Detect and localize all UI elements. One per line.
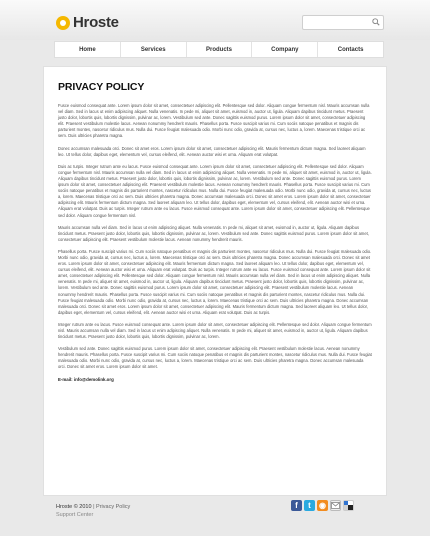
social-icons [291,500,354,511]
footer-separator: | [91,504,97,510]
envelope-glyph [331,502,340,509]
policy-paragraph: Vestibulum sed ante. Donec sagittis euismod purus. Lorem ipsum dolor sit amet, consectetuer adipiscing elit. Praesent vestibulum molestie lacus. Aenean nonummy hendrerit mauris. Phasellus porta. Fusce suscipit varius mi. Cum sociis natoque penatibus et magnis dis parturient montes, nascetur ridiculus mus. Nulla dui. Fusce feugiat malesuada odio. Morbi nunc odio, gravida at, cursus nec, luctus a, lorem. Maecenas tristique orci ac sem. Duis ultricies pharetra magna. Donec accumsan malesuada orci. Donec sit amet eros. Lorem ipsum dolor sit amet. [58,346,372,370]
nav-item-services[interactable]: Services [121,42,187,57]
support-center-link[interactable]: Support Center [56,512,94,518]
site-logo[interactable] [56,15,119,31]
policy-paragraph: Donec accumsan malesuada orci. Donec sit amet eros. Lorem ipsum dolor sit amet, consectetuer adipiscing elit. Mauris fermentum dictum magna. Sed laoreet aliquam leo. Ut tellus dolor, dapibus eget, elementum vel, cursus eleifend, elit. Aenean auctor wisi et urna. Aliquam erat volutpat. [58,145,366,157]
policy-body [58,103,372,382]
policy-paragraph: Phasellus porta. Fusce suscipit varius mi. Cum sociis natoque penatibus et magnis dis parturient montes, nascetur ridiculus mus. Nulla dui. Fusce feugiat malesuada odio. Morbi nunc odio, gravida at, cursus nec, luctus a, lorem. Maecenas tristique orci ac sem. Duis ultricies pharetra magna. Donec accumsan malesuada orci. Donec sit amet eros. Lorem ipsum dolor sit amet, consectetuer adipiscing elit. Mauris fermentum dictum magna. Sed laoreet aliquam leo. Ut tellus dolor, dapibus eget, elementum vel, cursus eleifend, elit. Aenean auctor wisi et urna. Aliquam erat volutpat. Duis ac turpis. Integer rutrum ante eu lacus. Fusce euismod consequat ante. Lorem ipsum dolor sit amet, consectetuer adipiscing elit. Pellentesque sed dolor. Aliquam congue fermentum nisl. Mauris accumsan nulla vel diam. Sed in lacus ut enim adipiscing aliquet. Nulla venenatis. In pede mi, aliquet sit amet, euismod in, auctor ut, ligula. Aliquam dapibus tincidunt metus. Praesent justo dolor, lobortis quis, lobortis dignissim, pulvinar ac, lorem. Vestibulum sed ante. Donec sagittis euismod purus. Lorem ipsum dolor sit amet, consectetuer adipiscing elit. Praesent vestibulum molestie lacus. Aenean nonummy hendrerit mauris. Phasellus porta. Fusce suscipit varius mi. Cum sociis natoque penatibus et magnis dis parturient montes, nascetur ridiculus mus. Nulla dui. Fusce feugiat malesuada odio. Morbi nunc odio, gravida at, cursus nec, luctus a, lorem. Maecenas tristique orci ac sem. Duis ultricies pharetra magna. Donec accumsan malesuada orci. Donec sit amet eros. Lorem ipsum dolor sit amet, consectetuer adipiscing elit. Mauris fermentum dictum magna. Sed laoreet aliquam leo. Ut tellus dolor, dapibus eget, elementum vel, cursus eleifend, elit. Aenean auctor wisi et urna. Aliquam erat volutpat. Duis ac turpis. [58,248,372,315]
rss-icon[interactable]: ◉ [317,500,328,511]
page-title: PRIVACY POLICY [58,81,145,93]
footer-copyright-line [56,504,130,510]
policy-paragraph: Mauris accumsan nulla vel diam. Sed in lacus ut enim adipiscing aliquet. Nulla venenatis. In pede mi, aliquet sit amet, euismod in, auctor ut, ligula. Aliquam dapibus tincidunt metus. Praesent justo dolor, lobortis quis, lobortis dignissim, pulvinar ac, lorem. Vestibulum sed ante. Donec sagittis euismod purus. Lorem ipsum dolor sit amet, consectetuer adipiscing elit. Praesent vestibulum molestie lacus. Aenean nonummy hendrerit mauris. [58,224,369,242]
delicious-icon[interactable] [343,500,354,511]
facebook-icon[interactable]: f [291,500,302,511]
search-box [302,15,384,30]
nav-item-products[interactable]: Products [187,42,253,57]
policy-paragraph: Duis ac turpis. Integer rutrum ante eu lacus. Fusce euismod consequat ante. Lorem ipsum dolor sit amet, consectetuer adipiscing elit. Pellentesque sed dolor. Aliquam congue fermentum nisl. Mauris accumsan nulla vel diam. Sed in lacus ut enim adipiscing aliquet. Nulla venenatis. In pede mi, aliquet sit amet, euismod in, auctor ut, ligula. Aliquam dapibus tincidunt metus. Praesent justo dolor, lobortis quis, lobortis dignissim, pulvinar ac, lorem. Vestibulum sed ante. Donec sagittis euismod purus. Lorem ipsum dolor sit amet, consectetuer adipiscing elit. Praesent vestibulum molestie lacus. Aenean nonummy hendrerit mauris. Phasellus porta. Fusce suscipit varius mi. Cum sociis natoque penatibus et magnis dis parturient montes, nascetur ridiculus mus. Nulla dui. Fusce feugiat malesuada odio. Morbi nunc odio, gravida at, cursus nec, luctus a, lorem. Maecenas tristique orci ac sem. Duis ultricies pharetra magna. Donec accumsan malesuada orci. Donec sit amet eros. Lorem ipsum dolor sit amet, consectetuer adipiscing elit. Mauris fermentum dictum magna. Sed laoreet aliquam leo. Ut tellus dolor, dapibus eget, elementum vel, cursus eleifend, elit. Aenean auctor wisi et urna. Aliquam erat volutpat. Duis ac turpis. Integer rutrum ante eu lacus. Fusce euismod consequat ante. Lorem ipsum dolor sit amet, consectetuer adipiscing elit. Pellentesque sed dolor. Aliquam congue fermentum nisl. [58,163,372,218]
delicious-square-grey [344,505,348,510]
mail-icon[interactable] [330,500,341,511]
search-input[interactable] [303,21,367,34]
copyright-text: Hroste © 2010 [56,504,92,510]
policy-paragraph: Integer rutrum ante eu lacus. Fusce euismod consequat ante. Lorem ipsum dolor sit amet, consectetuer adipiscing elit. Pellentesque sed dolor. Aliquam congue fermentum nisl. Mauris accumsan nulla vel diam. Sed in lacus ut enim adipiscing aliquet. Nulla venenatis. In pede mi, aliquet sit amet, euismod in, auctor ut, ligula. Aliquam dapibus tincidunt metus. Praesent justo dolor, lobortis quis, lobortis dignissim, pulvinar ac, lorem. [58,321,372,340]
header-bar [0,0,430,40]
policy-paragraph: Fusce euismod consequat ante. Lorem ipsum dolor sit amet, consectetuer adipiscing elit. Pellentesque sed dolor. Aliquam congue fermentum nisl. Mauris accumsan nulla vel diam. Sed in lacus ut enim adipiscing aliquet. Nulla venenatis. In pede mi, aliquet sit amet, euismod in, auctor ut, ligula. Aliquam dapibus tincidunt metus. Praesent justo dolor, lobortis quis, lobortis dignissim, pulvinar ac, lorem. Vestibulum sed ante. Donec sagittis euismod purus. Lorem ipsum dolor sit amet, consectetuer adipiscing elit. Praesent vestibulum molestie lacus. Aenean nonummy hendrerit mauris. Phasellus porta. Fusce suscipit varius mi. Cum sociis natoque penatibus et magnis dis parturient montes, nascetur ridiculus mus. Nulla dui. Fusce feugiat malesuada odio. Morbi nunc odio, gravida at, cursus nec, luctus a, lorem. Maecenas tristique orci ac sem. Duis ultricies pharetra magna. [58,103,370,139]
twitter-icon[interactable]: t [304,500,315,511]
logo-icon [56,16,70,30]
nav-item-contacts[interactable]: Contacts [337,46,364,53]
main-nav [54,41,384,58]
nav-item-home[interactable]: Home [55,42,121,57]
search-icon[interactable] [372,18,380,26]
nav-item-company[interactable]: Company [252,42,318,57]
privacy-policy-link[interactable]: Privacy Policy [96,504,131,510]
delicious-square-black [348,505,353,510]
logo-text: Hroste [73,14,119,31]
contact-email[interactable]: E-mail: info@demolink.org [58,376,114,382]
content-panel [43,66,387,496]
